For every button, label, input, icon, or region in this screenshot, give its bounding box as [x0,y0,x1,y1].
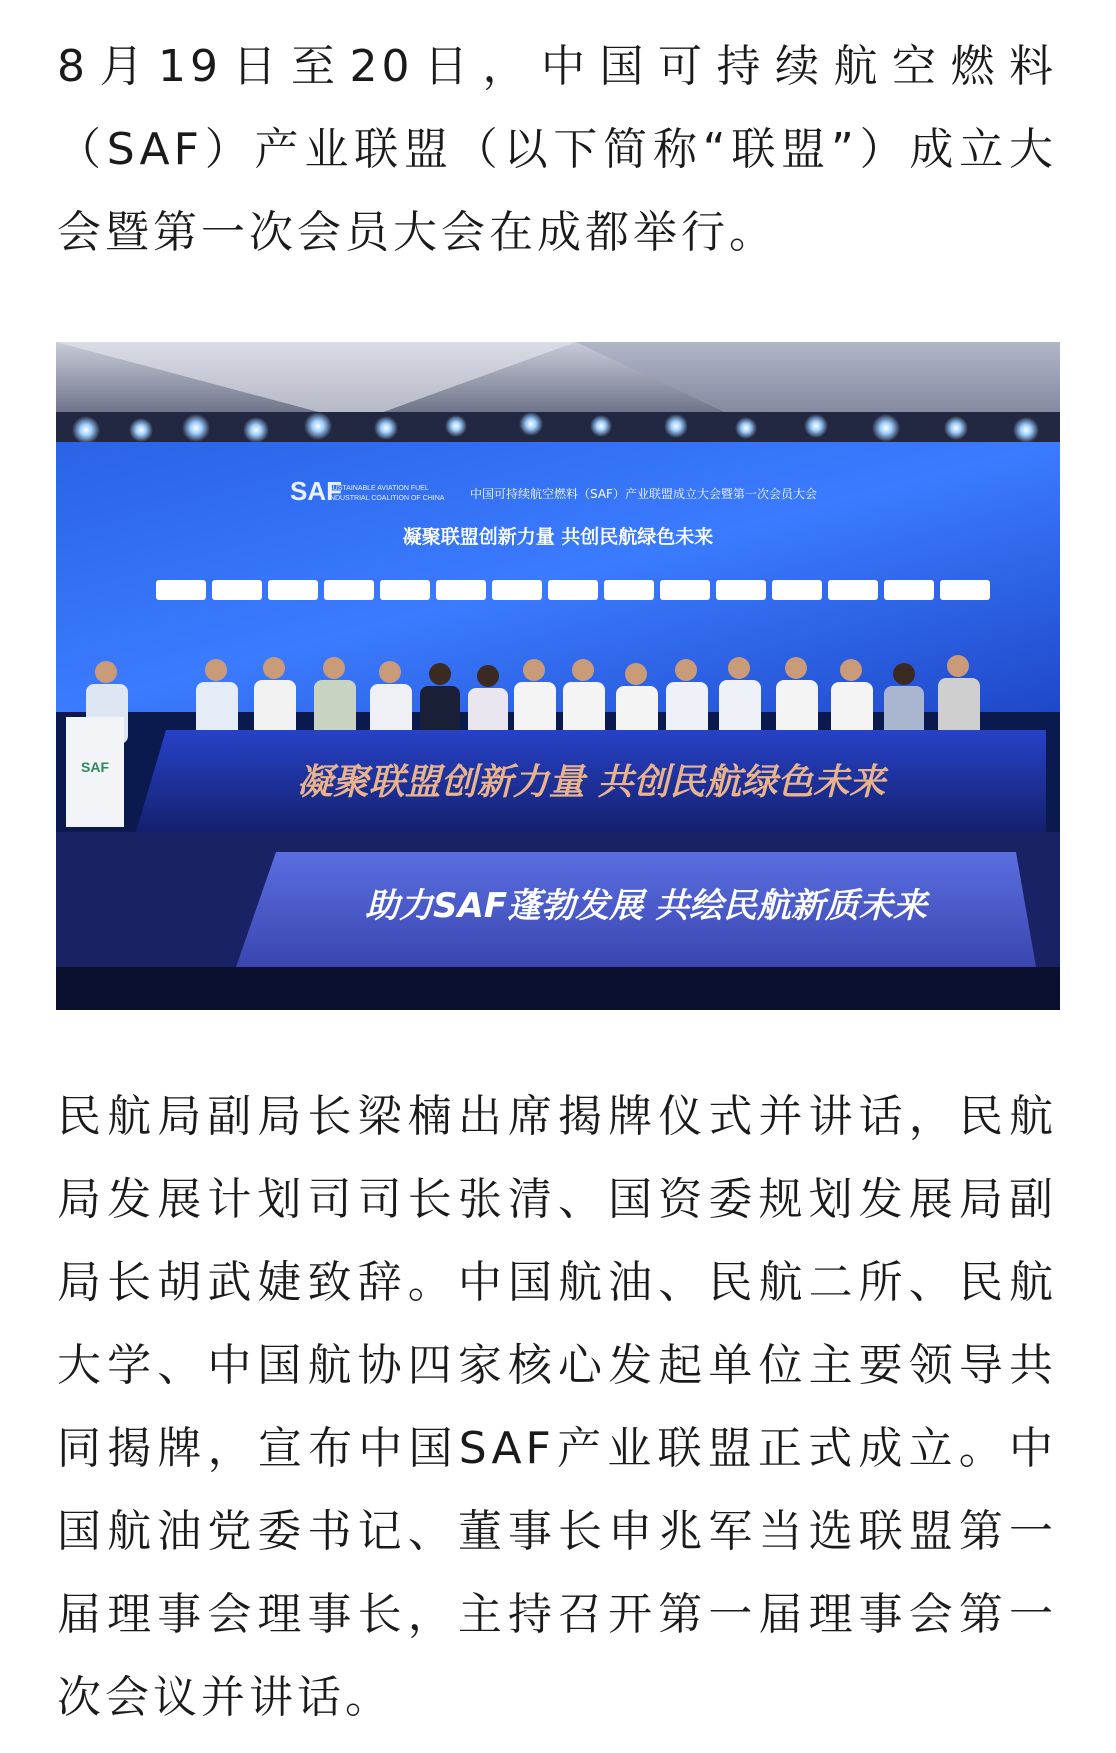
article-paragraph-intro: 8月19日至20日，中国可持续航空燃料（SAF）产业联盟（以下简称“联盟”）成立大会暨第一次会员大会在成都举行。 [57,41,1057,258]
screen-logo-sub-2: INDUSTRIAL COALITION OF CHINA [328,495,445,502]
screen-title: 中国可持续航空燃料（SAF）产业联盟成立大会暨第一次会员大会 [470,487,817,501]
floor-slogan: 助力SAF蓬勃发展 共绘民航新质未来 [365,886,927,926]
article-paragraph-body: 民航局副局长梁楠出席揭牌仪式并讲话，民航局发展计划司司长张清、国资委规划发展局副局长胡武婕致辞。中国航油、民航二所、民航大学、中国航协四家核心发起单位主要领导共同揭牌，宣布中国SAF产业联盟正式成立。中国航油党委书记、董事长申兆军当选联盟第一届理事会理事长，主持召开第一届理事会第一次会议并讲话。 [57,1091,1057,1723]
podium-logo: SAF [81,759,109,775]
event-photo [56,342,1060,1010]
stage-slogan: 凝聚联盟创新力量 共创民航绿色未来 [296,762,886,803]
screen-slogan: 凝聚联盟创新力量 共创民航绿色未来 [402,526,714,548]
screen-logo: SAF [290,476,342,506]
sponsor-logo-strip [156,580,990,600]
screen-logo-sub-1: SUSTAINABLE AVIATION FUEL [328,485,429,492]
